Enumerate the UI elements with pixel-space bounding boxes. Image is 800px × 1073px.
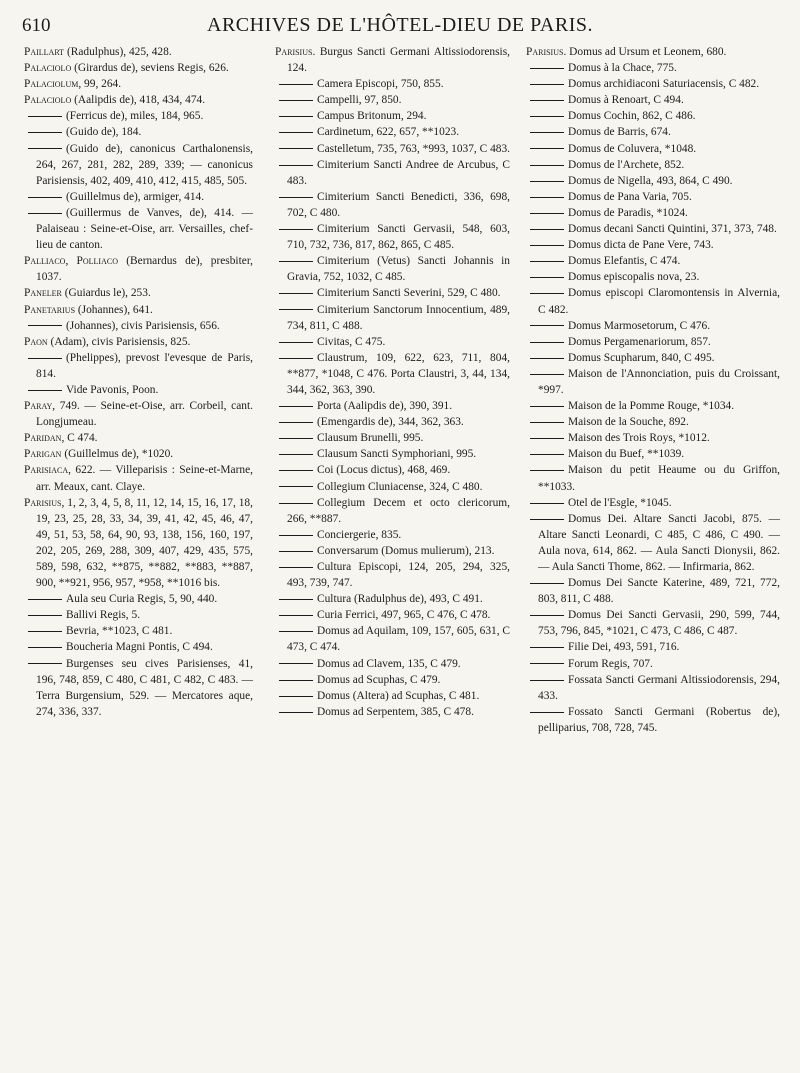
entry-text: Domus Dei. Altare Sancti Jacobi, 875. — Altare Sancti Leonardi, C 485, C 486, C 490. — Aula nova, 614, 862. — Aula Sancti Dionysii, 862. — Aula Sancti Thome, 862. — Infirmaria, 862.: [538, 512, 780, 573]
ditto-dash: [279, 470, 313, 471]
index-column-3: [526, 44, 780, 1063]
index-entry: [275, 44, 510, 76]
entry-text: Maison de la Souche, 892.: [568, 416, 689, 429]
index-entry: [526, 350, 780, 366]
index-entry: [526, 462, 780, 494]
index-entry: [24, 76, 253, 92]
ditto-dash: [28, 213, 62, 214]
entry-text: Cimiterium Sancti Gervasii, 548, 603, 710, 732, 736, 817, 862, 865, C 485.: [287, 223, 510, 252]
entry-text: Ballivi Regis, 5.: [66, 609, 141, 622]
entry-text: (Bernardus de), presbiter, 1037.: [36, 255, 253, 284]
index-entry: [526, 157, 780, 173]
index-entry: [24, 141, 253, 189]
entry-text: (Guillelmus de), armiger, 414.: [66, 190, 205, 203]
ditto-dash: [530, 406, 564, 407]
entry-text: Domus episcopi Claromontensis in Alvernia, C 482.: [538, 287, 780, 316]
ditto-dash: [530, 374, 564, 375]
index-entry: [275, 334, 510, 350]
ditto-dash: [530, 438, 564, 439]
index-entry: [526, 269, 780, 285]
ditto-dash: [28, 116, 62, 117]
entry-text: Domus archidiaconi Saturiacensis, C 482.: [568, 78, 760, 91]
ditto-dash: [530, 229, 564, 230]
index-entry: [526, 446, 780, 462]
entry-headword: Palaciolum,: [24, 78, 82, 91]
entry-text: Domus ad Ursum et Leonem, 680.: [569, 46, 727, 58]
ditto-dash: [530, 181, 564, 182]
index-entry: [526, 398, 780, 414]
entry-text: Porta (Aalipdis de), 390, 391.: [317, 400, 453, 413]
index-entry: [24, 623, 253, 639]
entry-text: Fossato Sancti Germani (Robertus de), pelliparius, 708, 728, 745.: [538, 705, 780, 734]
entry-text: Curia Ferrici, 497, 965, C 476, C 478.: [317, 609, 491, 622]
ditto-dash: [279, 293, 313, 294]
ditto-dash: [28, 148, 62, 149]
entry-headword: Parisius,: [24, 496, 65, 509]
entry-text: Forum Regis, 707.: [568, 657, 653, 670]
ditto-dash: [28, 599, 62, 600]
ditto-dash: [279, 100, 313, 101]
ditto-dash: [279, 599, 313, 600]
ditto-dash: [279, 148, 313, 149]
entry-text: Cimiterium Sancti Andree de Arcubus, C 483.: [287, 158, 510, 187]
ditto-dash: [279, 309, 313, 310]
entry-headword: Paray,: [24, 400, 56, 413]
ditto-dash: [279, 422, 313, 423]
index-entry: [526, 575, 780, 607]
index-entry: [24, 495, 253, 592]
entry-text: Castelletum, 735, 763, *993, 1037, C 483.: [317, 142, 510, 155]
index-entry: [526, 414, 780, 430]
ditto-dash: [279, 406, 313, 407]
index-entry: [526, 108, 780, 124]
index-entry: [24, 60, 253, 76]
index-entry: [275, 414, 510, 430]
index-entry: [275, 221, 510, 253]
index-entry: [24, 350, 253, 382]
page-number: 610: [22, 15, 51, 36]
entry-text: Claustrum, 109, 622, 623, 711, 804, **877, *1048, C 476. Porta Claustri, 3, 44, 134, 344, 362, 363, 390.: [287, 351, 510, 396]
entry-text: (Phelippes), prevost l'evesque de Paris, 814.: [36, 351, 253, 380]
index-entry: [526, 141, 780, 157]
index-column-2: [275, 44, 510, 1063]
index-entry: [24, 446, 253, 462]
index-entry: [24, 205, 253, 253]
entry-text: Burgenses seu cives Parisienses, 41, 196, 748, 859, C 480, C 481, C 482, C 483. — Terra Burgensium, 529. — Mercatores aque, 274, 336, 337.: [36, 657, 253, 718]
entry-text: Cultura (Radulphus de), 493, C 491.: [317, 593, 483, 606]
index-entry: [24, 124, 253, 140]
index-entry: [526, 704, 780, 736]
index-entry: [275, 543, 510, 559]
entry-text: Maison du petit Heaume ou du Griffon, **1033.: [538, 464, 780, 493]
entry-text: (Johannes), 641.: [77, 303, 153, 316]
ditto-dash: [530, 615, 564, 616]
ditto-dash: [530, 277, 564, 278]
entry-headword: Paneler: [24, 287, 62, 300]
index-entry: [275, 430, 510, 446]
entry-text: Domus Elefantis, C 474.: [568, 255, 681, 268]
index-entry: [275, 302, 510, 334]
index-entry: [526, 124, 780, 140]
entry-text: Conciergerie, 835.: [317, 528, 402, 541]
ditto-dash: [279, 663, 313, 664]
entry-text: Clausum Sancti Symphoriani, 995.: [317, 448, 477, 461]
ditto-dash: [530, 680, 564, 681]
index-entry: [275, 462, 510, 478]
entry-headword: Palaciolo: [24, 94, 72, 107]
index-entry: [526, 318, 780, 334]
entry-text: (Emengardis de), 344, 362, 363.: [317, 416, 464, 429]
index-entry: [275, 92, 510, 108]
index-entry: [526, 189, 780, 205]
running-head: [22, 14, 778, 40]
entry-text: Domus Pergamenariorum, 857.: [568, 335, 711, 348]
ditto-dash: [279, 358, 313, 359]
entry-text: Domus Marmosetorum, C 476.: [568, 319, 711, 332]
index-entry: [275, 656, 510, 672]
entry-text: (Radulphus), 425, 428.: [66, 46, 172, 58]
index-entry: [526, 495, 780, 511]
ditto-dash: [28, 325, 62, 326]
index-entry: [275, 76, 510, 92]
ditto-dash: [530, 325, 564, 326]
index-column-1: [24, 44, 253, 1063]
index-entry: [275, 350, 510, 398]
ditto-dash: [28, 358, 62, 359]
entry-text: Cimiterium (Vetus) Sancti Johannis in Gravia, 752, 1032, C 485.: [287, 255, 510, 284]
index-entry: [275, 285, 510, 301]
entry-text: Domus ad Scuphas, C 479.: [317, 673, 441, 686]
entry-text: (Aalipdis de), 418, 434, 474.: [74, 94, 206, 107]
index-entry: [275, 253, 510, 285]
ditto-dash: [279, 438, 313, 439]
ditto-dash: [530, 84, 564, 85]
index-entry: [275, 591, 510, 607]
entry-text: Clausum Brunelli, 995.: [317, 432, 424, 445]
index-entry: [24, 382, 253, 398]
index-entry: [526, 60, 780, 76]
index-entry: [275, 479, 510, 495]
entry-text: C 474.: [67, 432, 98, 445]
index-entry: [526, 511, 780, 575]
entry-text: Vide Pavonis, Poon.: [66, 383, 159, 396]
entry-text: Cardinetum, 622, 657, **1023.: [317, 126, 460, 139]
entry-text: Domus Scupharum, 840, C 495.: [568, 351, 715, 364]
ditto-dash: [530, 583, 564, 584]
entry-text: (Guido de), canonicus Carthalonensis, 264, 267, 281, 282, 289, 339; — canonicus Parisiensis, 402, 409, 410, 412, 415, 485, 505.: [36, 142, 253, 187]
ditto-dash: [279, 342, 313, 343]
ditto-dash: [279, 696, 313, 697]
index-entry: [24, 656, 253, 720]
ditto-dash: [279, 132, 313, 133]
index-entry: [275, 157, 510, 189]
index-entry: [24, 318, 253, 334]
index-entry: [24, 607, 253, 623]
entry-text: Domus decani Sancti Quintini, 371, 373, 748.: [568, 223, 777, 236]
ditto-dash: [279, 712, 313, 713]
index-entry: [275, 446, 510, 462]
index-entry: [526, 334, 780, 350]
entry-text: 749. — Seine-et-Oise, arr. Corbeil, cant. Longjumeau.: [36, 400, 253, 429]
entry-text: Maison de l'Annonciation, puis du Croissant, *997.: [538, 367, 780, 396]
entry-text: Coi (Locus dictus), 468, 469.: [317, 464, 451, 477]
entry-text: (Guillelmus de), *1020.: [64, 448, 174, 461]
index-entry: [24, 253, 253, 285]
index-entry: [275, 607, 510, 623]
entry-text: Maison de la Pomme Rouge, *1034.: [568, 400, 735, 413]
entry-text: Cimiterium Sancti Severini, 529, C 480.: [317, 287, 501, 300]
index-entry: [24, 398, 253, 430]
entry-text: Domus Dei Sancte Katerine, 489, 721, 772, 803, 811, C 488.: [538, 577, 780, 606]
ditto-dash: [530, 712, 564, 713]
index-entry: [526, 639, 780, 655]
entry-headword: Paillart: [24, 46, 65, 58]
index-entry: [526, 205, 780, 221]
index-entry: [526, 76, 780, 92]
ditto-dash: [279, 229, 313, 230]
entry-text: (Johannes), civis Parisiensis, 656.: [66, 319, 220, 332]
entry-text: (Guido de), 184.: [66, 126, 142, 139]
ditto-dash: [530, 148, 564, 149]
entry-text: Fossata Sancti Germani Altissiodorensis, 294, 433.: [538, 673, 780, 702]
index-entry: [275, 688, 510, 704]
ditto-dash: [530, 165, 564, 166]
ditto-dash: [530, 454, 564, 455]
index-columns: [24, 44, 782, 1063]
index-entry: [24, 108, 253, 124]
index-entry: [275, 108, 510, 124]
entry-text: Domus ad Serpentem, 385, C 478.: [317, 705, 474, 718]
ditto-dash: [279, 197, 313, 198]
entry-headword: Panetarius: [24, 303, 76, 316]
entry-headword: Palliaco, Polliaco: [24, 255, 118, 268]
index-entry: [526, 607, 780, 639]
entry-text: (Girardus de), seviens Regis, 626.: [74, 62, 229, 75]
ditto-dash: [530, 68, 564, 69]
page-title: ARCHIVES DE L'HÔTEL-DIEU DE PARIS.: [207, 14, 593, 36]
entry-text: 1, 2, 3, 4, 5, 8, 11, 12, 14, 15, 16, 17, 18, 19, 23, 25, 28, 33, 34, 39, 41, 42, 45, 46, 47, 49, 51, 53, 58, 64, 90, 93, 138, 156, 160, 197, 202, 205, 269, 288, 309, 407, 429, 435, 575, 589, 598, 632, **875, **882, **883, **887, 900, **921, 956, 957, *958, **1016 bis.: [36, 496, 253, 590]
entry-text: Domus ad Aquilam, 109, 157, 605, 631, C 473, C 474.: [287, 625, 510, 654]
index-entry: [526, 237, 780, 253]
index-entry: [275, 672, 510, 688]
entry-text: Maison des Trois Roys, *1012.: [568, 432, 710, 445]
entry-text: Campus Britonum, 294.: [317, 110, 427, 123]
index-entry: [24, 285, 253, 301]
ditto-dash: [279, 535, 313, 536]
ditto-dash: [28, 631, 62, 632]
entry-text: Collegium Decem et octo clericorum, 266, **887.: [287, 496, 510, 525]
ditto-dash: [28, 647, 62, 648]
index-entry: [24, 591, 253, 607]
index-entry: [526, 656, 780, 672]
entry-text: Domus de Coluvera, *1048.: [568, 142, 697, 155]
ditto-dash: [279, 503, 313, 504]
entry-text: Domus dicta de Pane Vere, 743.: [568, 239, 714, 252]
entry-text: Civitas, C 475.: [317, 335, 386, 348]
index-entry: [526, 173, 780, 189]
entry-headword: Parisius.: [275, 46, 316, 58]
entry-text: Collegium Cluniacense, 324, C 480.: [317, 480, 483, 493]
entry-text: Domus (Altera) ad Scuphas, C 481.: [317, 689, 480, 702]
entry-text: Domus ad Clavem, 135, C 479.: [317, 657, 461, 670]
ditto-dash: [530, 197, 564, 198]
entry-text: Maison du Buef, **1039.: [568, 448, 685, 461]
ditto-dash: [530, 245, 564, 246]
index-entry: [526, 672, 780, 704]
index-entry: [24, 430, 253, 446]
ditto-dash: [530, 100, 564, 101]
ditto-dash: [279, 551, 313, 552]
ditto-dash: [279, 680, 313, 681]
ditto-dash: [279, 454, 313, 455]
entry-text: Aula seu Curia Regis, 5, 90, 440.: [66, 593, 218, 606]
ditto-dash: [530, 422, 564, 423]
ditto-dash: [28, 390, 62, 391]
entry-headword: Paridan,: [24, 432, 65, 445]
index-entry: [526, 366, 780, 398]
index-entry: [275, 189, 510, 221]
entry-text: Otel de l'Esgle, *1045.: [568, 496, 672, 509]
index-entry: [24, 189, 253, 205]
ditto-dash: [530, 293, 564, 294]
entry-text: Domus de l'Archete, 852.: [568, 158, 685, 171]
index-entry: [275, 124, 510, 140]
index-entry: [275, 623, 510, 655]
entry-text: Domus à la Chace, 775.: [568, 62, 677, 75]
entry-headword: Parisius.: [526, 46, 567, 58]
entry-text: Burgus Sancti Germani Altissiodorensis, 124.: [287, 46, 510, 75]
ditto-dash: [530, 358, 564, 359]
entry-text: (Guiardus le), 253.: [64, 287, 151, 300]
ditto-dash: [279, 116, 313, 117]
ditto-dash: [28, 615, 62, 616]
ditto-dash: [530, 647, 564, 648]
ditto-dash: [279, 567, 313, 568]
ditto-dash: [279, 631, 313, 632]
ditto-dash: [530, 503, 564, 504]
entry-headword: Parisiaca,: [24, 464, 71, 477]
entry-headword: Parigan: [24, 448, 62, 461]
entry-text: 99, 264.: [84, 78, 122, 91]
ditto-dash: [28, 663, 62, 664]
index-entry: [526, 253, 780, 269]
index-entry: [526, 92, 780, 108]
ditto-dash: [279, 165, 313, 166]
index-entry: [526, 221, 780, 237]
entry-text: (Adam), civis Parisiensis, 825.: [50, 335, 191, 348]
entry-text: Cimiterium Sancti Benedicti, 336, 698, 702, C 480.: [287, 190, 510, 219]
index-entry: [24, 44, 253, 60]
entry-text: Domus de Nigella, 493, 864, C 490.: [568, 174, 733, 187]
ditto-dash: [279, 615, 313, 616]
ditto-dash: [279, 486, 313, 487]
ditto-dash: [28, 197, 62, 198]
entry-text: Boucheria Magni Pontis, C 494.: [66, 641, 213, 654]
index-entry: [24, 334, 253, 350]
entry-text: Camera Episcopi, 750, 855.: [317, 78, 444, 91]
entry-headword: Paon: [24, 335, 48, 348]
ditto-dash: [530, 519, 564, 520]
index-entry: [24, 92, 253, 108]
ditto-dash: [279, 261, 313, 262]
index-entry: [24, 302, 253, 318]
entry-text: Domus de Paradis, *1024.: [568, 206, 688, 219]
ditto-dash: [530, 663, 564, 664]
ditto-dash: [530, 261, 564, 262]
index-entry: [275, 495, 510, 527]
index-entry: [526, 285, 780, 317]
entry-text: Domus Dei Sancti Gervasii, 290, 599, 744, 753, 796, 845, *1021, C 473, C 486, C 487.: [538, 609, 780, 638]
index-entry: [526, 44, 780, 60]
entry-text: Campelli, 97, 850.: [317, 94, 402, 107]
entry-text: Domus de Barris, 674.: [568, 126, 671, 139]
entry-text: (Ferricus de), miles, 184, 965.: [66, 110, 204, 123]
index-entry: [275, 398, 510, 414]
entry-text: Domus de Pana Varia, 705.: [568, 190, 692, 203]
index-entry: [24, 639, 253, 655]
index-entry: [275, 141, 510, 157]
entry-text: Cimiterium Sanctorum Innocentium, 489, 734, 811, C 488.: [287, 303, 510, 332]
index-entry: [24, 462, 253, 494]
entry-text: Domus Cochin, 862, C 486.: [568, 110, 696, 123]
index-entry: [275, 527, 510, 543]
entry-text: (Guillermus de Vanves, de), 414. — Palaiseau : Seine-et-Oise, arr. Versailles, chef-lieu de canton.: [36, 206, 253, 252]
ditto-dash: [530, 132, 564, 133]
ditto-dash: [530, 213, 564, 214]
entry-text: Filie Dei, 493, 591, 716.: [568, 641, 680, 654]
index-entry: [275, 704, 510, 720]
index-entry: [275, 559, 510, 591]
entry-text: Domus à Renoart, C 494.: [568, 94, 684, 107]
ditto-dash: [279, 84, 313, 85]
ditto-dash: [28, 132, 62, 133]
ditto-dash: [530, 342, 564, 343]
ditto-dash: [530, 116, 564, 117]
entry-text: 622. — Villeparisis : Seine-et-Marne, arr. Meaux, cant. Claye.: [36, 464, 253, 493]
entry-text: Bevria, **1023, C 481.: [66, 625, 173, 638]
entry-text: Conversarum (Domus mulierum), 213.: [317, 544, 495, 557]
entry-text: Cultura Episcopi, 124, 205, 294, 325, 493, 739, 747.: [287, 561, 510, 590]
ditto-dash: [530, 470, 564, 471]
entry-headword: Palaciolo: [24, 62, 72, 75]
entry-text: Domus episcopalis nova, 23.: [568, 271, 700, 284]
index-entry: [526, 430, 780, 446]
